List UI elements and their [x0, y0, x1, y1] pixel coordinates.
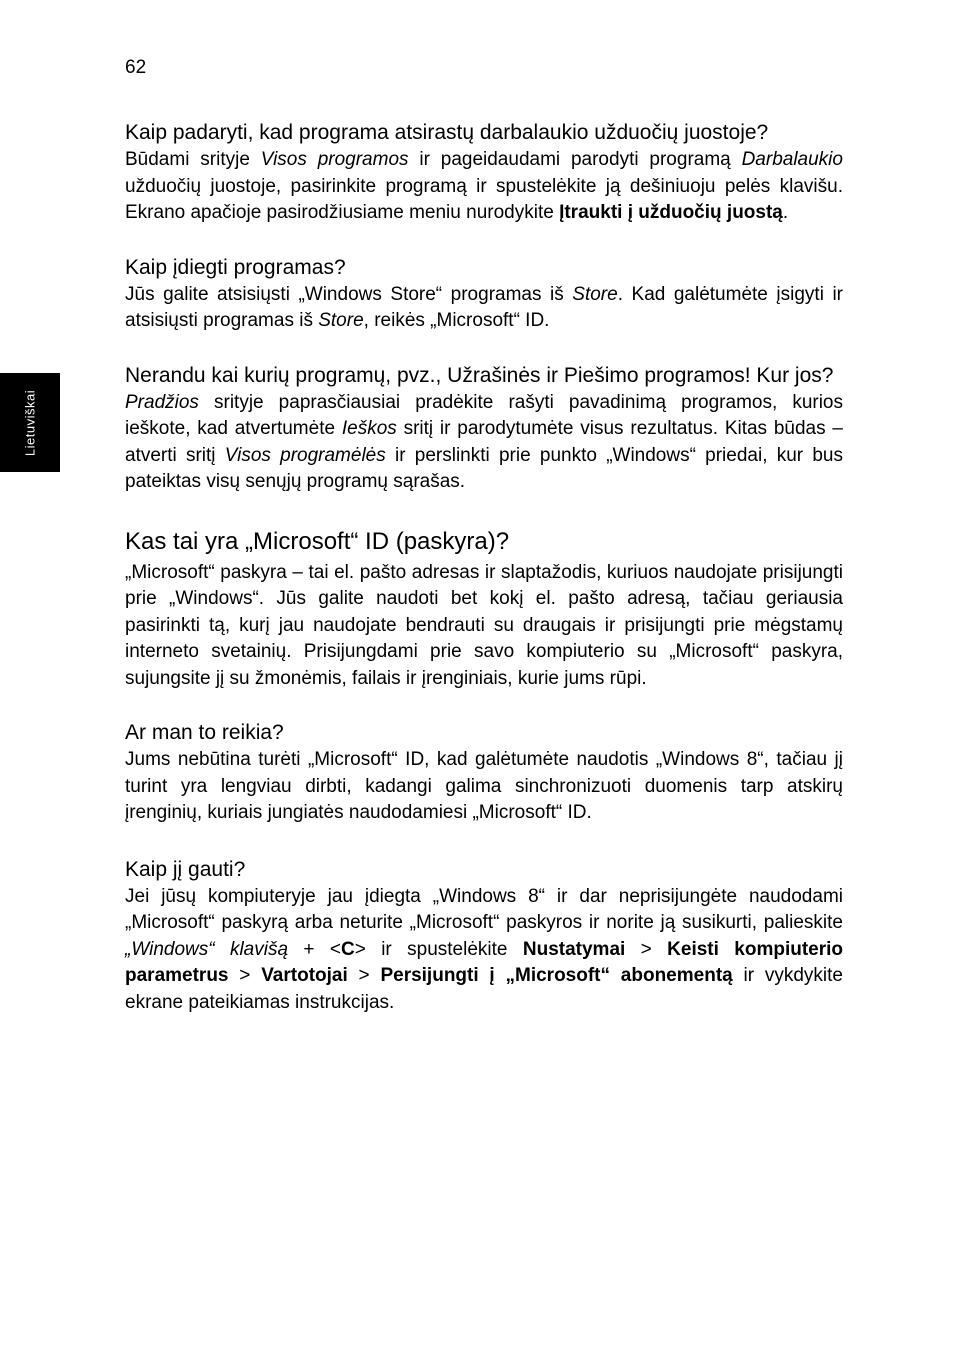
italic-term: Visos programėlės	[224, 444, 386, 466]
section-missing-apps	[125, 361, 843, 496]
text-run: >	[625, 938, 668, 960]
text-run: .	[782, 202, 789, 223]
section-paragraph: Jums nebūtina turėti „Microsoft“ ID, kad galėtumėte naudotis „Windows 8“, tačiau jį turint yra lengviau dirbti, kadangi galima sinchronizuoti duomenis tarp atskirų įrenginių, kuriais jungiatės naudodamiesi „Microsoft“ ID.	[125, 749, 843, 823]
italic-term: Store	[572, 283, 618, 305]
text-run: + <	[288, 938, 341, 960]
section-heading: Nerandu kai kurių programų, pvz., Užrašinės ir Piešimo programos! Kur jos?	[125, 363, 834, 387]
language-side-tab-label: Lietuviškai	[22, 389, 38, 456]
italic-term: „Windows“ klavišą	[125, 938, 289, 960]
page-content	[125, 118, 843, 1016]
italic-term: Ieškos	[341, 418, 397, 439]
text-run: Būdami srityje	[125, 149, 261, 170]
section-do-i-need-it	[125, 718, 843, 827]
italic-term: Darbalaukio	[741, 149, 843, 170]
section-paragraph: „Microsoft“ paskyra – tai el. pašto adresas ir slaptažodis, kuriuos naudojate prisijungti prie „Windows“. Jūs galite naudoti bet kokį el. pašto adresą, tačiau geriausia pasirinkti tą, kurį jau naudojate bendrauti su draugais ir prisijungti prie mėgstamų interneto svetainių. Prisijungdami prie savo kompiuterio su „Microsoft“ paskyra, sujungsite jį su žmonėmis, failais ir įrenginiais, kurie jums rūpi.	[125, 561, 843, 689]
bold-command: Įtraukti į užduočių juostą	[559, 202, 783, 223]
section-microsoft-id	[125, 526, 843, 693]
section-heading: Kaip įdiegti programas?	[125, 255, 346, 279]
text-run: >	[347, 965, 381, 986]
text-run: , reikės „Microsoft“ ID.	[363, 310, 550, 331]
text-run: > ir spustelėkite	[354, 938, 523, 960]
page-number: 62	[125, 57, 147, 78]
text-run: ir pageidaudami parodyti programą	[408, 149, 742, 170]
text-run: ir perslinkti prie punkto „Windows“ priedai, kur bus pateiktas visų senųjų programų sąrašas.	[125, 444, 843, 492]
section-paragraph	[125, 884, 843, 1017]
section-how-to-get-it	[125, 855, 843, 1017]
section-paragraph	[125, 390, 843, 496]
bold-key: C	[341, 938, 355, 960]
italic-term: Pradžios	[125, 391, 199, 413]
section-paragraph	[125, 147, 843, 227]
section-heading: Kaip padaryti, kad programa atsirastų darbalaukio užduočių juostoje?	[125, 121, 769, 144]
text-run: Jūs galite atsisiųsti „Windows Store“ programas iš	[125, 283, 573, 305]
section-paragraph	[125, 282, 843, 335]
text-run: srityje paprasčiausiai pradėkite rašyti pavadinimą programos, kurios ieškote, kad atvertumėte	[125, 391, 843, 439]
section-heading: Ar man to reikia?	[125, 721, 284, 744]
section-install-apps	[125, 253, 843, 335]
text-run: sritį ir parodytumėte visus rezultatus. Kitas būdas – atverti sritį	[125, 418, 843, 466]
text-run: užduočių juostoje, pasirinkite programą ir spustelėkite ją dešiniuoju pelės klavišu. Ekrano apačioje pasirodžiusiame meniu nurodykite	[125, 175, 843, 223]
section-taskbar	[125, 118, 843, 227]
bold-command: Nustatymai	[522, 938, 626, 960]
bold-command: Keisti kompiuterio parametrus	[125, 938, 844, 986]
language-side-tab	[0, 373, 60, 472]
italic-term: Visos programos	[260, 149, 409, 170]
text-run: . Kad galėtumėte įsigyti ir atsisiųsti programas iš	[125, 283, 843, 331]
text-run: >	[228, 965, 262, 986]
section-heading: Kaip jį gauti?	[125, 857, 246, 881]
italic-term: Store	[318, 310, 364, 331]
text-run: ir vykdykite ekrane pateikiamas instrukcijas.	[125, 965, 843, 1013]
bold-command: Vartotojai	[261, 965, 348, 986]
bold-command: Persijungti į „Microsoft“ abonementą	[380, 965, 733, 986]
text-run: Jei jūsų kompiuteryje jau įdiegta „Windows 8“ ir dar neprisijungėte naudodami „Microsoft“ paskyrą arba neturite „Microsoft“ paskyros ir norite ją susikurti, palieskite	[125, 885, 843, 933]
section-heading: Kas tai yra „Microsoft“ ID (paskyra)?	[125, 527, 510, 555]
